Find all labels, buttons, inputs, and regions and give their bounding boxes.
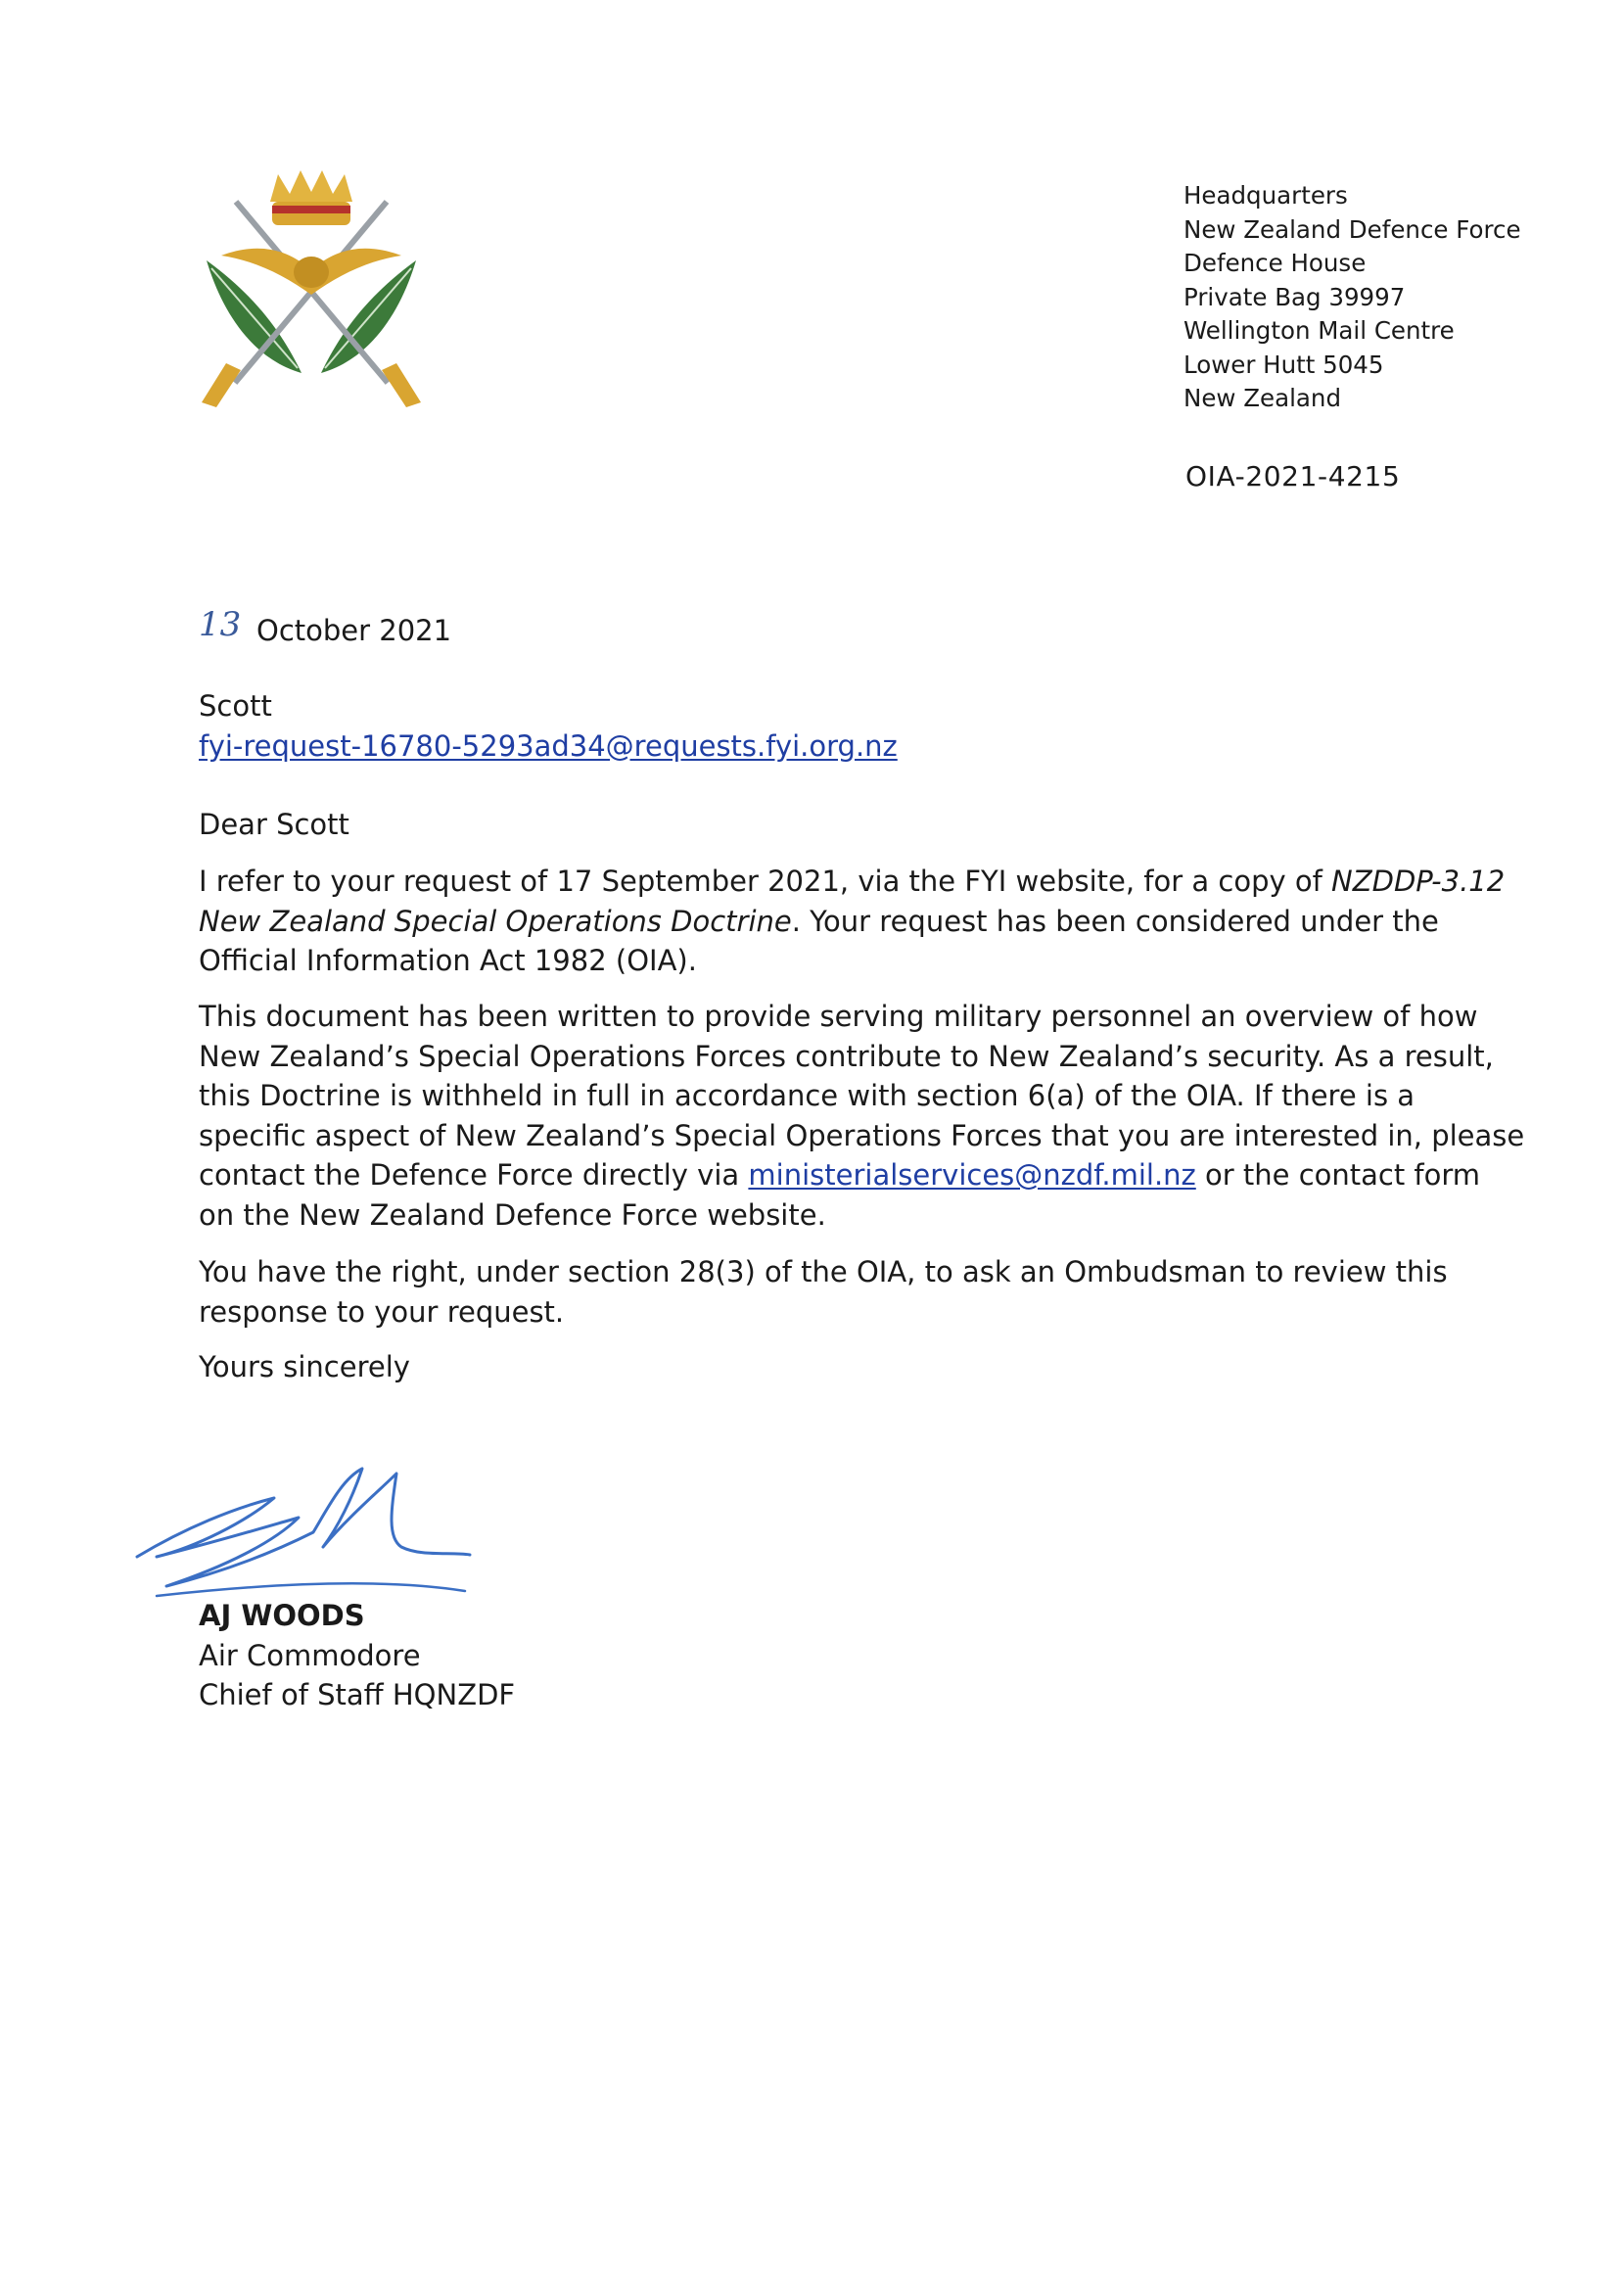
- closing: Yours sincerely: [199, 1350, 410, 1383]
- paragraph-line: this Doctrine is withheld in full in accordance with section 6(a) of the OIA. If there is a: [199, 1079, 1415, 1112]
- address-line: Lower Hutt 5045: [1183, 350, 1384, 379]
- date-month-year: October 2021: [256, 614, 452, 647]
- text-run: . Your request has been considered under the: [791, 904, 1439, 938]
- paragraph-1: [199, 862, 1505, 981]
- address-line: New Zealand Defence Force: [1183, 214, 1521, 244]
- recipient-name: Scott: [199, 689, 272, 723]
- ministerial-services-email-link[interactable]: ministerialservices@nzdf.mil.nz: [748, 1158, 1196, 1192]
- paragraph-line: New Zealand’s Special Operations Forces contribute to New Zealand’s security. As a result,: [199, 1039, 1494, 1073]
- signatory-name: AJ WOODS: [199, 1599, 365, 1632]
- address-line: Headquarters: [1183, 181, 1348, 210]
- paragraph-2: [199, 997, 1524, 1235]
- salutation: Dear Scott: [199, 808, 349, 841]
- address-line: Private Bag 39997: [1183, 282, 1406, 311]
- paragraph-line: You have the right, under section 28(3) of the OIA, to ask an Ombudsman to review this: [199, 1255, 1448, 1288]
- address-line: Defence House: [1183, 249, 1367, 277]
- sender-address: [1183, 179, 1521, 416]
- signatory-block: [199, 1596, 515, 1715]
- address-line: Wellington Mail Centre: [1183, 316, 1455, 345]
- paragraph-line: [199, 1155, 1524, 1195]
- paragraph-line: [199, 902, 1505, 942]
- naval-crown-icon: [270, 170, 352, 225]
- doctrine-title: New Zealand Special Operations Doctrine: [199, 904, 792, 938]
- signatory-rank: Air Commodore: [199, 1638, 421, 1672]
- recipient-email-link[interactable]: fyi-request-16780-5293ad34@requests.fyi.org.nz: [199, 728, 898, 763]
- text-run: contact the Defence Force directly via: [199, 1158, 749, 1192]
- paragraph-line: specific aspect of New Zealand’s Special Operations Forces that you are interested in, please: [199, 1118, 1525, 1152]
- doctrine-code: NZDDP-3.12: [1331, 865, 1506, 898]
- paragraph-line: [199, 862, 1505, 902]
- handwritten-signature: [127, 1449, 480, 1615]
- handwritten-day: 13: [199, 605, 242, 644]
- text-run: I refer to your request of 17 September 2021, via the FYI website, for a copy of: [199, 865, 1332, 898]
- signatory-position: Chief of Staff HQNZDF: [199, 1678, 516, 1711]
- paragraph-line: response to your request.: [199, 1294, 565, 1329]
- paragraph-line: on the New Zealand Defence Force website.: [199, 1197, 826, 1232]
- nzdf-crest-logo: [192, 163, 431, 407]
- text-run: or the contact form: [1195, 1158, 1481, 1192]
- paragraph-3: [199, 1252, 1448, 1332]
- address-line: New Zealand: [1183, 384, 1341, 412]
- eagle-icon: [221, 249, 401, 295]
- paragraph-line: Official Information Act 1982 (OIA).: [199, 944, 697, 977]
- paragraph-line: This document has been written to provide serving military personnel an overview of how: [199, 1000, 1478, 1033]
- recipient-block: [199, 686, 898, 766]
- reference-number: OIA-2021-4215: [1185, 460, 1401, 492]
